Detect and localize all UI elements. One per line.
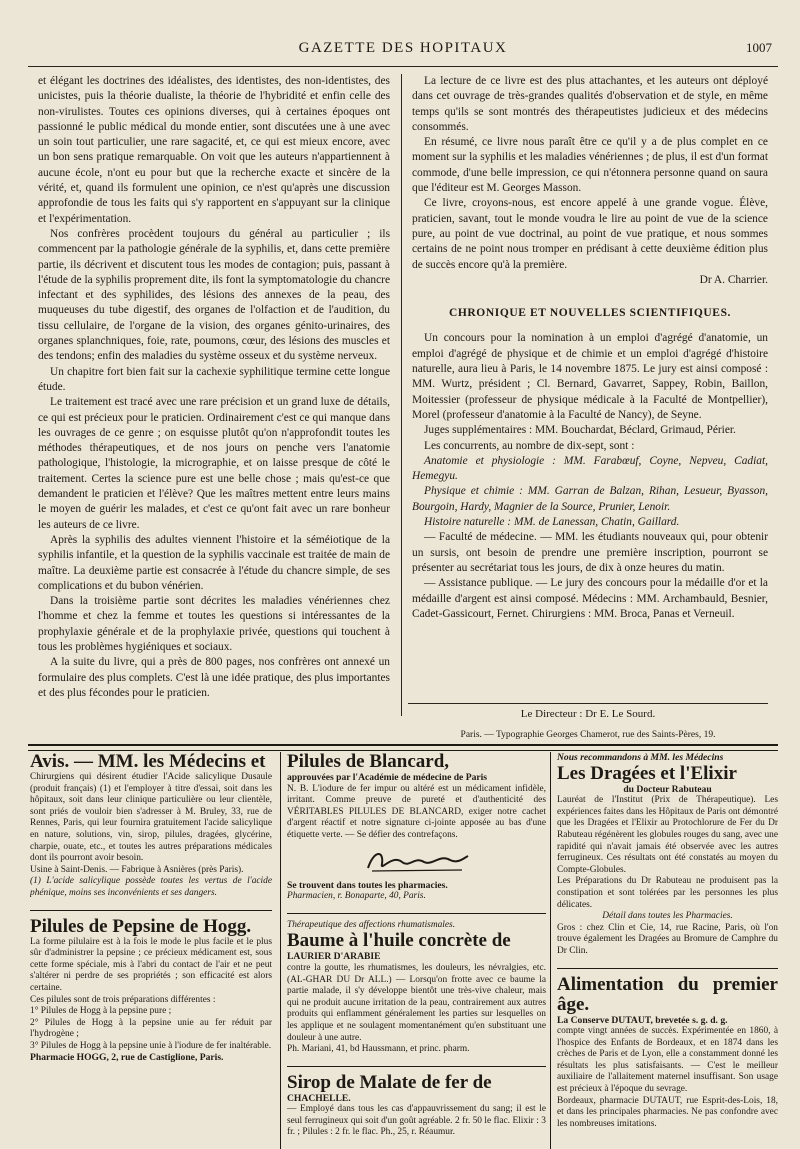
advertisements xyxy=(30,752,778,1149)
ad-address: Pharmacien, r. Bonaparte, 40, Paris. xyxy=(287,891,426,902)
chronicle-paragraph: — Assistance publique. — Le jury des concours pour la médaille d'or et la médaille d'argent est ainsi composé. Médecins : MM. Archambauld, Besnier, Cadet-Gassicourt, Fernet. Chirurgiens : MM. Broca, Panas et Verneuil. xyxy=(412,577,768,620)
blancard-signature-icon xyxy=(362,846,472,876)
ad-body: contre la goutte, les rhumatismes, les douleurs, les névralgies, etc. (AL-GHAR DU Dr ALL.) — Lorsqu'on frotte avec ce baume la partie malade, il s'y développe bientôt une très-vive chaleur, mais qui ne produit aucune irritation de la peau, contrairement aux autres produits qui enflamment généralement les parties sur lesquelles on les applique et ne soulagent momentanément qu'en substituant une douleur à une autre. xyxy=(287,962,546,1043)
ad-tagline: Thérapeutique des affections rhumatismales. xyxy=(287,919,456,930)
chronicle-paragraph: Physique et chimie : MM. Garran de Balzan, Rihan, Lesueur, Byasson, Bourgoin, Hardy, Magnier de la Source, Prunier, Lenoir. xyxy=(412,485,768,513)
ad-headline: Avis. — MM. les Médecins et xyxy=(30,752,266,772)
ad-list-item: 3° Pilules de Hogg à la pepsine unie à l'iodure de fer inaltérable. xyxy=(30,1040,272,1051)
ad-address: Pharmacie HOGG, 2, rue de Castiglione, Paris. xyxy=(30,1052,224,1064)
article-paragraph: A la suite du livre, qui a près de 800 pages, nos confrères ont annexé un formulaire des plus complets. C'est là une idée pratique, des plus importantes et des plus fécondes pour le praticien. xyxy=(38,656,390,699)
article-paragraph: et élégant les doctrines des idéalistes, des identistes, des non-identistes, des unicistes, puis la théorie dualiste, la théorie de l'hybridité et enfin celle des non-virulistes. Toutes ces opinions diverses, qui à certaines époques ont passionné le public médical du monde entier, sont discutées une à une avec un soin tout particulier, une rare sagacité, et, ce qui est mieux encore, avec un bon sens pratique remarquable. On voit que les auteurs n'appartiennent à aucune école, n'ont eu pour but que la recherche exacte et sincère de la vérité, et, quand ils formulent une opinion, ce n'est qu'après une discussion approfondie de tous les faits qui s'y rapportent en s'appuyant sur la clinique et l'expérimentation. xyxy=(38,75,390,225)
ad-list-item: 2° Pilules de Hogg à la pepsine unie au fer réduit par l'hydrogène ; xyxy=(30,1017,272,1040)
article-paragraph: Après la syphilis des adultes viennent l'histoire et la séméiotique de la syphilis infantile, et la question de la syphilis vaccinale est traitée de main de maître. La deuxième partie est consacrée à l'étude du chancre simple, de ses complications et du bubon vénérien. xyxy=(38,533,390,592)
ad-address: Ph. Mariani, 41, bd Haussmann, et princ. pharm. xyxy=(287,1044,470,1055)
ad-stock: Se trouvent dans toutes les pharmacies. xyxy=(287,879,448,891)
ad-product-name: CHACHELLE. xyxy=(287,1092,351,1104)
ad-sirop-malate xyxy=(287,1066,546,1139)
ad-pilules-blancard xyxy=(287,752,546,903)
ad-product-name: LAURIER D'ARABIE xyxy=(287,951,381,963)
chronicle-paragraph: Un concours pour la nomination à un emploi d'agrégé d'anatomie, un emploi d'agrégé de physique et de chimie et un emploi d'agrégé d'histoire naturelle, aura lieu à Paris, le 14 novembre 1875. Le jury est ainsi composé : MM. Wurtz, président ; Cl. Bernard, Gavarret, Sappey, Robin, Baillon, Moitessier (professeur de physique médicale à la Faculté de Montpellier), Morel (professeur d'anatomie à la Faculté de Nancy), de Seyne. xyxy=(412,332,768,421)
ad-column-2 xyxy=(280,752,546,1149)
chronicle-paragraph: Anatomie et physiologie : MM. Farabœuf, Coyne, Nepveu, Cadiat, Hemegyu. xyxy=(412,454,768,483)
ad-body: N. B. L'iodure de fer impur ou altéré est un médicament infidèle, irritant. Comme preuve de pureté et d'authenticité des VÉRITABLES PILULES DE BLANCARD, exiger notre cachet d'argent réactif et notre signature ci-jointe apposée au bas d'une étiquette verte. — Se défier des contrefaçons. xyxy=(287,783,546,840)
ad-column-3 xyxy=(550,752,778,1149)
footer-rule xyxy=(408,703,768,704)
ad-pepsine-hogg xyxy=(30,910,272,1065)
ad-brand: La Conserve DUTAUT, brevetée s. g. d. g. xyxy=(557,1014,728,1026)
article-paragraph: Dans la troisième partie sont décrites les maladies vénériennes chez l'homme et chez la femme et toutes les questions si intéressantes de la prophylaxie générale et de la prophylaxie privée, questions qui touchent à tous les problèmes hygiéniques et sociaux. xyxy=(38,595,390,653)
ad-headline: Pilules de Pepsine de Hogg. xyxy=(30,915,252,937)
page-header xyxy=(28,36,778,67)
ad-footnote: (1) L'acide salicylique possède toutes les vertus de l'acide phénique, moins ses inconvénients et ses dangers. xyxy=(30,876,272,898)
article-paragraph: Ce livre, croyons-nous, est encore appelé à une grande vogue. Élève, praticien, savant, tout le monde voudra le lire au point de vue de la science pure, au point de vue doctrinal, au point de vue pratique, et nous sommes certains de ne point nous tromper en prédisant à cette deuxième édition plus de succès encore qu'à la première. xyxy=(412,197,768,271)
director-line: Le Directeur : Dr E. Le Sourd. xyxy=(520,708,656,720)
ad-usine: Usine à Saint-Denis. — Fabrique à Asnières (près Paris). xyxy=(30,864,244,875)
right-column xyxy=(412,74,768,622)
ad-alimentation-dutaut xyxy=(557,968,778,1131)
article-paragraph: En résumé, ce livre nous paraît être ce qu'il y a de plus complet en ce moment sur la syphilis et les maladies vénériennes ; de plus, il est d'un format commode, d'une belle impression, ce qui n'étonnera personne quand on saura que l'éditeur est M. Georges Masson. xyxy=(412,136,768,195)
ad-body: Chirurgiens qui désirent étudier l'Acide salicylique Dusaule (produit français) (1) et l'employer à titre d'essai, soit dans les hôpitaux, soit dans leur clinique particulière ou leur clientèle, sont priés de vouloir bien s'adresser à M. Bruley, 33, rue de Rennes, Paris, qui leur fournira gratuitement l'acide salicylique en nature, solutions, vin, sirop, pilules, dragées, glycérine, charpie, ouate, etc., et toutes les autres préparations médicales dont ils pourront avoir besoin. xyxy=(30,772,272,864)
ad-wholesale: Gros : chez Clin et Cie, 14, rue Racine, Paris, où l'on trouve également les Dragées au Bromure de Camphre du Dr Clin. xyxy=(557,922,778,956)
chronicle-paragraph: Histoire naturelle : MM. de Lanessan, Chatin, Gaillard. xyxy=(424,516,680,529)
ad-intro: Nous recommandons à MM. les Médecins xyxy=(557,752,724,763)
review-signature: Dr A. Charrier. xyxy=(699,273,768,286)
ad-dragees-rabuteau xyxy=(557,752,778,958)
ad-baume-laurier xyxy=(287,913,546,1056)
chronicle-paragraph: — Faculté de médecine. — MM. les étudiants nouveaux qui, pour obtenir un sursis, ont besoin de prendre une première inscription, pourront se présenter au secrétariat tous les jours, de dix à onze heures du matin. xyxy=(412,531,768,574)
ad-body: Les Préparations du Dr Rabuteau ne produisent pas la constipation et sont tolérées par les personnes les plus délicates. xyxy=(557,876,778,910)
left-column xyxy=(38,74,390,701)
article-paragraph: La lecture de ce livre est des plus attachantes, et les auteurs ont déployé dans cet ouvrage de très-grandes qualités d'observation et de style, en même temps qu'ils se sont montrés des thérapeutistes judicieux et des médecins consommés. xyxy=(412,75,768,133)
ad-body: Lauréat de l'Institut (Prix de Thérapeutique). Les expériences faites dans les Hôpitaux de Paris ont démontré que les Dragées et l'Elixir au Protochlorure de Fer du Dr Rabuteau régénèrent les globules rouges du sang, avec une rapidité qui n'avait jamais été observée avec les autres ferrugineux. Ces résultats ont été constatés au moyen du Compte-Globules. xyxy=(557,795,778,875)
ad-headline: Pilules de Blancard, xyxy=(287,752,450,772)
ad-list-item: 1° Pilules de Hogg à la pepsine pure ; xyxy=(30,1006,172,1017)
newspaper-title: GAZETTE DES HOPITAUX xyxy=(298,40,508,56)
printer-line: Paris. — Typographie Georges Chamerot, rue des Saints-Pères, 19. xyxy=(460,730,716,740)
ad-address: Bordeaux, pharmacie DUTAUT, rue Esprit-des-Lois, 18, et dans les principales pharmacies. Ne pas confondre avec les nombreuses imitations. xyxy=(557,1095,778,1129)
article-paragraph: Un chapitre fort bien fait sur la cachexie syphilitique termine cette longue étude. xyxy=(38,365,390,393)
ad-headline: Alimentation du premier âge. xyxy=(557,973,778,1015)
ad-headline: Baume à l'huile concrète de xyxy=(287,930,511,952)
chronicle-paragraph: Les concurrents, au nombre de dix-sept, sont : xyxy=(424,439,635,452)
article-paragraph: Nos confrères procèdent toujours du général au particulier ; ils commencent par la pathologie générale de la syphilis, et, dans cette première partie, ils décrivent et discutent tous les modes de contagion; puis, passant à l'étude de la syphilis proprement dite, ils font la symptomatologie du chancre infectant et des syphilides, des lésions des annexes de la peau, des muqueuses du tube digestif, des organes de l'olfaction et de l'audition, du tissu cellulaire, de l'organe de la vision, des organes génito-urinaires, des organes splanchniques, foie, rate, poumons, cœur, des lésions des muscles et des tendons; enfin des maladies du système osseux et du système nerveux. xyxy=(38,227,390,363)
ad-body: compte vingt années de succès. Expérimentée en 1860, à l'hospice des Enfants de Bordeaux, et en 1874 dans les crèches de Paris et de Lyon, elle a constamment donné les résultats les plus satisfaisants. — C'est le meilleur auxiliaire de l'allaitement maternel insuffisant. Son usage est précieux à l'époque du sevrage. xyxy=(557,1026,778,1095)
ad-detail: Détail dans toutes les Pharmacies. xyxy=(602,911,733,922)
ad-headline: Sirop de Malate de fer de xyxy=(287,1071,492,1093)
ad-column-1 xyxy=(30,752,272,1149)
advertisement-separator xyxy=(28,744,778,751)
ad-body: La forme pilulaire est à la fois le mode le plus facile et le plus sûr d'administrer la pepsine ; ce précieux médicament est, sous cette forme spéciale, mis à l'abri du contact de l'air et ne peut s'altérer ni perdre de ses propriétés ; son efficacité est alors certaine. xyxy=(30,936,272,993)
chronicle-paragraph: Juges supplémentaires : MM. Bouchardat, Béclard, Grimaud, Périer. xyxy=(424,424,736,437)
page-number: 1007 xyxy=(746,40,772,55)
ad-doctor: du Docteur Rabuteau xyxy=(623,783,712,795)
ad-acide-salicylique xyxy=(30,752,272,900)
ad-approval: approuvées par l'Académie de médecine de Paris xyxy=(287,772,488,783)
section-title: CHRONIQUE ET NOUVELLES SCIENTIFIQUES. xyxy=(448,307,732,320)
article-paragraph: Le traitement est tracé avec une rare précision et un grand luxe de détails, ce qui est précieux pour le praticien. Ordinairement c'est ce qui manque dans les ouvrages de ce genre ; on esquisse plutôt qu'on n'approfondit toutes les méthodes thérapeutiques, et de nos jours on penche vers l'anatomie pathologique, l'histologie, la micrographie, et on laisse presque de côté le traitement. Certes la science pure est une belle chose ; mais qu'est-ce que demandent le praticien et l'élève? Que les maîtres mettent entre leurs mains le moyen de guérir les malades, et c'est ce qu'ont fait avec un rare bonheur les auteurs de ce livre. xyxy=(38,396,390,531)
column-divider xyxy=(401,74,402,716)
ad-list-intro: Ces pilules sont de trois préparations différentes : xyxy=(30,994,216,1005)
ad-body: — Employé dans tous les cas d'appauvrissement du sang; il est le seul ferrugineux qui soit d'un goût agréable. 2 fr. 50 le flac. Elixir : 3 fr. ; Pilules : 2 fr. le flac. Ph., 25, r. Réaumur. xyxy=(287,1104,546,1138)
ad-headline: Les Dragées et l'Elixir xyxy=(557,762,737,784)
